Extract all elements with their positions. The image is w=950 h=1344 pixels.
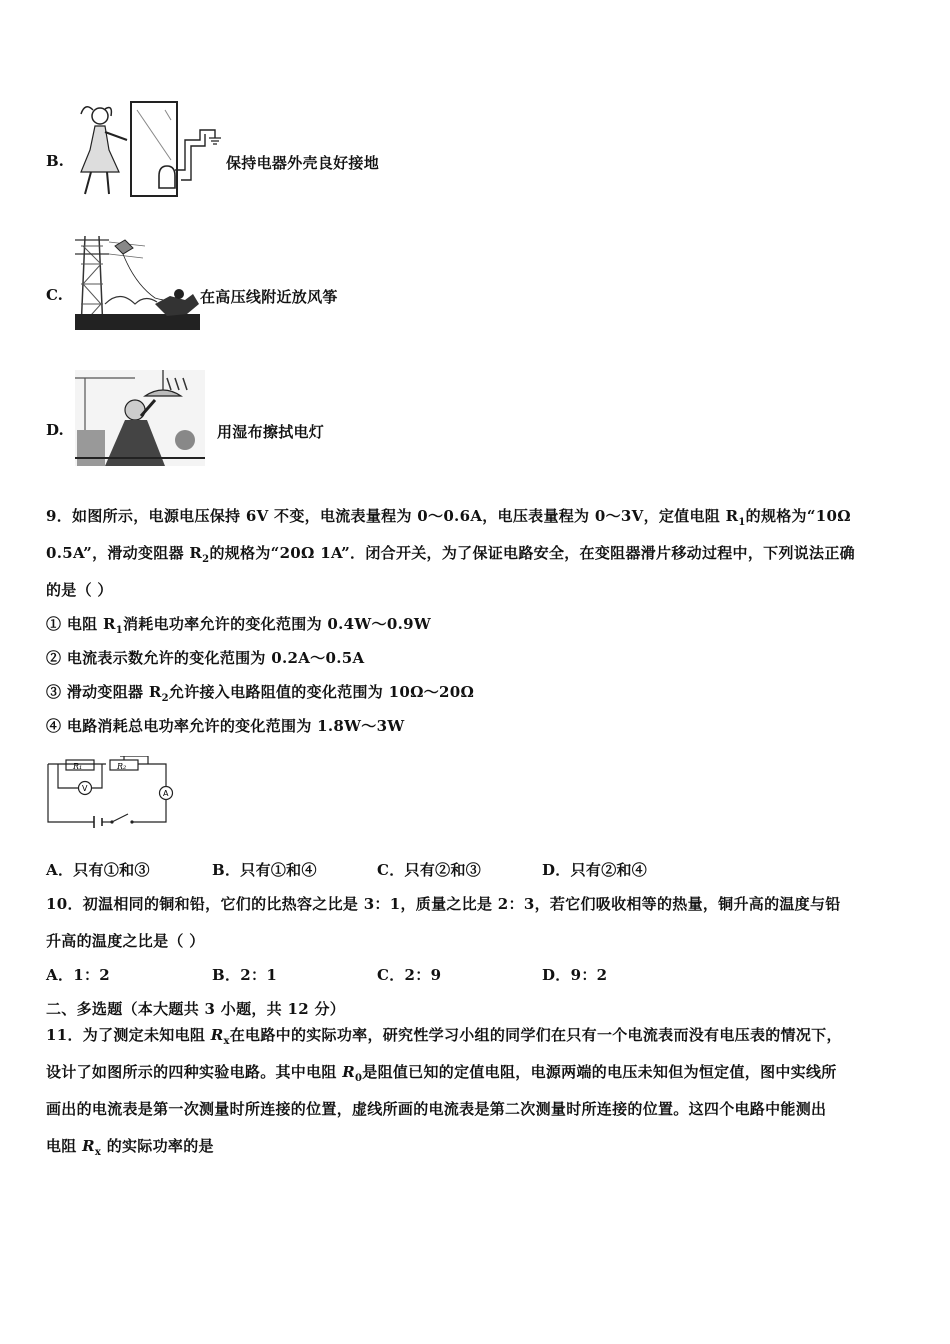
voltmeter-label: V — [82, 784, 88, 793]
option-b-text: 保持电器外壳良好接地 — [226, 154, 380, 172]
option-c-text: 在高压线附近放风筝 — [200, 288, 338, 306]
q11-line4: 电阻 $R_x$ 的实际功率的是 — [46, 1137, 214, 1158]
ammeter-label: A — [163, 789, 169, 798]
option-d-letter: D. — [46, 421, 64, 439]
r1-label: R₁ — [73, 762, 83, 771]
wiping-lamp-illustration-icon — [75, 370, 205, 466]
q9-choice-b[interactable]: B．只有①和④ — [212, 861, 317, 879]
q9-statement-3: ③ 滑动变阻器 $R_2$允许接入电路阻值的变化范围为 10Ω～20Ω — [46, 683, 475, 704]
q11-line1: 11．为了测定未知电阻 $R_x$在电路中的实际功率，研究性学习小组的同学们在只有一个电流表而没有电压表的情况下， — [46, 1026, 842, 1047]
option-c-letter: C. — [46, 286, 63, 304]
kite-near-power-line-illustration-icon — [75, 234, 200, 334]
q9-line3: 的是（ ） — [46, 581, 113, 599]
q10-choice-a[interactable]: A．1：2 — [46, 966, 111, 984]
q10-line1: 10．初温相同的铜和铅，它们的比热容之比是 3：1，质量之比是 2：3，若它们吸收相等的热量，铜升高的温度与铅 — [46, 895, 841, 913]
q9-choice-a[interactable]: A．只有①和③ — [46, 861, 150, 879]
q11-line3: 画出的电流表是第一次测量时所连接的位置，虚线所画的电流表是第二次测量时所连接的位置。这四个电路中能测出 — [46, 1100, 827, 1118]
q9-statement-4: ④ 电路消耗总电功率允许的变化范围为 1.8W～3W — [46, 717, 405, 735]
q9-line2: 0.5A”，滑动变阻器 $R_2$的规格为“20Ω 1A”．闭合开关，为了保证电路安全，在变阻器滑片移动过程中，下列说法正确 — [46, 544, 855, 565]
option-b-letter: B. — [46, 152, 64, 170]
r2-label: R₂ — [117, 762, 127, 771]
q10-choice-d[interactable]: D．9：2 — [542, 966, 608, 984]
q9-choice-d[interactable]: D．只有②和④ — [542, 861, 648, 879]
q9-line1: 9．如图所示，电源电压保持 6V 不变，电流表量程为 0～0.6A，电压表量程为 0～3V，定值电阻 $R_1$的规格为“10Ω — [46, 507, 851, 528]
grounding-illustration-icon — [75, 100, 225, 200]
q10-choice-b[interactable]: B．2：1 — [212, 966, 278, 984]
q9-circuit-diagram — [44, 756, 184, 828]
q9-statement-1: ① 电阻 $R_1$消耗电功率允许的变化范围为 0.4W～0.9W — [46, 615, 431, 636]
option-d-text: 用湿布擦拭电灯 — [217, 423, 325, 441]
q9-statement-2: ② 电流表示数允许的变化范围为 0.2A～0.5A — [46, 649, 365, 667]
q11-line2: 设计了如图所示的四种实验电路。其中电阻 $R_0$是阻值已知的定值电阻，电源两端的电压未知但为恒定值，图中实线所 — [46, 1063, 837, 1084]
q10-choice-c[interactable]: C．2：9 — [377, 966, 442, 984]
section-2-title: 二、多选题（本大题共 3 小题，共 12 分） — [46, 1000, 346, 1018]
q10-line2: 升高的温度之比是（ ） — [46, 932, 205, 950]
q9-choice-c[interactable]: C．只有②和③ — [377, 861, 482, 879]
